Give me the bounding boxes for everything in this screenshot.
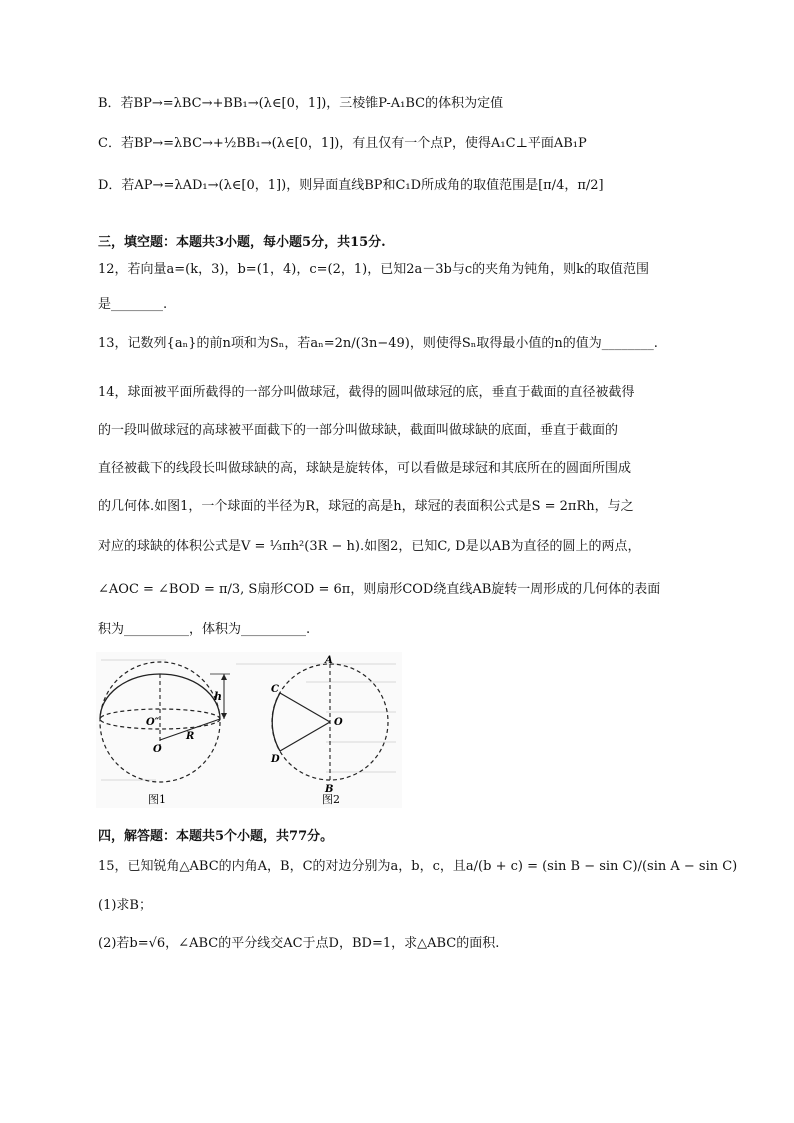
question-15-line-1: 15，已知锐角△ABC的内角A，B，C的对边分别为a，b，c，且a/(b + c) = (sin B − sin C)/(sin A − sin C) xyxy=(98,859,738,874)
question-13-line-1: 13，记数列{aₙ}的前n项和为Sₙ，若aₙ=2n/(3n−49)，则使得Sₙ取得最小值的n的值为________. xyxy=(98,336,658,351)
figure-2-caption: 图2 xyxy=(322,793,340,806)
question-14-line-6: ∠AOC = ∠BOD = π/3, S扇形COD = 6π，则扇形COD绕直线AB旋转一周形成的几何体的表面 xyxy=(98,582,661,597)
figure-1-label-o: O xyxy=(153,744,162,755)
figure-2-label-a: A xyxy=(325,655,333,666)
question-14-line-3: 直径被截下的线段长叫做球缺的高，球缺是旋转体，可以看做是球冠和其底所在的圆面所围成 xyxy=(98,461,632,476)
figures-svg xyxy=(96,652,402,808)
figure-1-caption: 图1 xyxy=(148,793,166,806)
question-15-part-2: (2)若b=√6，∠ABC的平分线交AC于点D，BD=1，求△ABC的面积. xyxy=(98,936,500,951)
figure-panel xyxy=(96,652,402,808)
figure-1-label-r: R xyxy=(186,731,195,742)
question-12-line-2: 是________. xyxy=(98,297,168,312)
figure-2-label-d: D xyxy=(271,754,280,765)
figure-2-label-b: B xyxy=(325,784,334,795)
option-c: C．若BP→=λBC→+½BB₁→(λ∈[0，1])，有且仅有一个点P，使得A₁C⊥平面AB₁P xyxy=(98,136,587,151)
figure-1-label-h: h xyxy=(214,690,222,703)
question-14-line-7: 积为__________，体积为__________. xyxy=(98,622,311,637)
option-b: B．若BP→=λBC→+BB₁→(λ∈[0，1])，三棱锥P-A₁BC的体积为定值 xyxy=(98,96,504,111)
section-4-heading: 四，解答题：本题共5个小题，共77分。 xyxy=(98,829,334,844)
figure-2-label-c: C xyxy=(271,684,279,695)
figure-1-label-o-prime: O″ xyxy=(146,717,160,728)
section-3-heading: 三，填空题：本题共3小题，每小题5分，共15分. xyxy=(98,235,386,250)
question-14-line-2: 的一段叫做球冠的高球被平面截下的一部分叫做球缺，截面叫做球缺的底面，垂直于截面的 xyxy=(98,423,619,438)
question-12-line-1: 12，若向量a=(k，3)，b=(1，4)，c=(2，1)，已知2a－3b与c的夹角为钝角，则k的取值范围 xyxy=(98,262,650,277)
question-14-line-5: 对应的球缺的体积公式是V = ⅓πh²(3R − h).如图2，已知C, D是以AB为直径的圆上的两点， xyxy=(98,539,641,554)
option-d: D．若AP→=λAD₁→(λ∈[0，1])，则异面直线BP和C₁D所成角的取值范围是[π/4，π/2] xyxy=(98,178,604,193)
figure-2-label-o: O xyxy=(334,717,343,728)
question-14-line-4: 的几何体.如图1，一个球面的半径为R，球冠的高是h，球冠的表面积公式是S = 2πRh，与之 xyxy=(98,499,634,514)
question-14-line-1: 14，球面被平面所截得的一部分叫做球冠，截得的圆叫做球冠的底，垂直于截面的直径被截得 xyxy=(98,385,635,400)
question-15-part-1: (1)求B； xyxy=(98,898,152,913)
